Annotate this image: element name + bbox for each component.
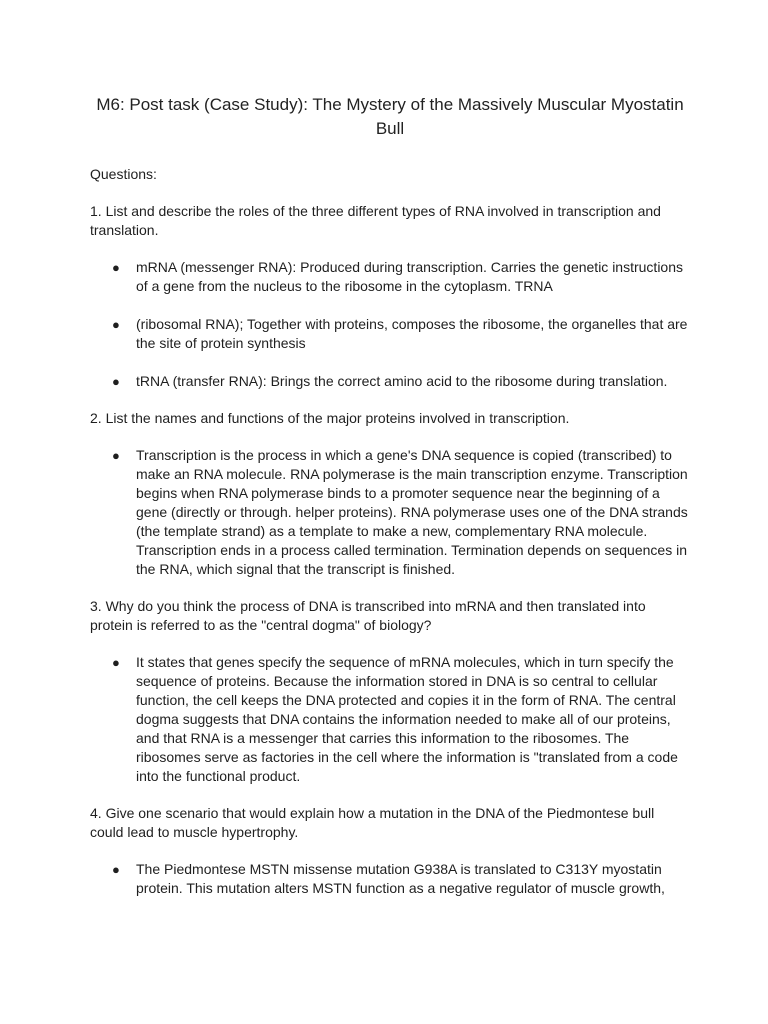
questions-heading: Questions: bbox=[90, 166, 157, 182]
answer-item bbox=[90, 446, 690, 579]
document-page bbox=[90, 93, 690, 916]
document-title: M6: Post task (Case Study): The Mystery of the Massively Muscular Myostatin Bull bbox=[96, 95, 684, 138]
bullet-icon: ● bbox=[112, 260, 120, 275]
answer-item bbox=[90, 315, 690, 353]
answer-list-4 bbox=[90, 860, 690, 898]
question-4: 4. Give one scenario that would explain how a mutation in the DNA of the Piedmontese bull could lead to muscle hypertrophy. bbox=[90, 805, 655, 840]
bullet-icon: ● bbox=[112, 374, 120, 389]
question-block-1 bbox=[90, 202, 690, 391]
answer-text: mRNA (messenger RNA): Produced during transcription. Carries the genetic instructions of a gene from the nucleus to the ribosome in the cytoplasm. TRNA bbox=[136, 259, 684, 294]
answer-item bbox=[90, 860, 690, 898]
answer-list-1 bbox=[90, 258, 690, 391]
question-2: 2. List the names and functions of the major proteins involved in transcription. bbox=[90, 410, 570, 426]
answer-item bbox=[90, 372, 690, 391]
question-block-2 bbox=[90, 409, 690, 579]
answer-list-2 bbox=[90, 446, 690, 579]
answer-list-3 bbox=[90, 653, 690, 786]
bullet-icon: ● bbox=[112, 317, 120, 332]
question-block-4 bbox=[90, 804, 690, 898]
answer-item bbox=[90, 258, 690, 296]
answer-text: (ribosomal RNA); Together with proteins, composes the ribosome, the organelles that are the site of protein synthesis bbox=[136, 316, 688, 351]
question-3: 3. Why do you think the process of DNA is transcribed into mRNA and then translated into protein is referred to as the "central dogma" of biology? bbox=[90, 598, 646, 633]
answer-text: The Piedmontese MSTN missense mutation G938A is translated to C313Y myostatin protein. This mutation alters MSTN function as a negative regulator of muscle growth, bbox=[136, 861, 665, 896]
bullet-icon: ● bbox=[112, 862, 120, 877]
answer-text: Transcription is the process in which a gene's DNA sequence is copied (transcribed) to make an RNA molecule. RNA polymerase is the main transcription enzyme. Transcription begins when RNA polymerase binds to a promoter sequence near the beginning of a gene (directly or through. helper proteins). RNA polymerase uses one of the DNA strands (the template strand) as a template to make a new, complementary RNA molecule. Transcription ends in a process called termination. Termination depends on sequences in the RNA, which signal that the transcript is finished. bbox=[136, 447, 688, 577]
answer-text: tRNA (transfer RNA): Brings the correct amino acid to the ribosome during translation. bbox=[136, 373, 668, 389]
bullet-icon: ● bbox=[112, 655, 120, 670]
answer-text: It states that genes specify the sequence of mRNA molecules, which in turn specify the sequence of proteins. Because the information stored in DNA is so central to cellular function, the cell keeps the DNA protected and copies it in the form of RNA. The central dogma suggests that DNA contains the information needed to make all of our proteins, and that RNA is a messenger that carries this information to the ribosomes. The ribosomes serve as factories in the cell where the information is "translated from a code into the functional product. bbox=[136, 654, 678, 784]
bullet-icon: ● bbox=[112, 448, 120, 463]
question-block-3 bbox=[90, 597, 690, 786]
question-1: 1. List and describe the roles of the three different types of RNA involved in transcription and translation. bbox=[90, 203, 661, 238]
answer-item bbox=[90, 653, 690, 786]
